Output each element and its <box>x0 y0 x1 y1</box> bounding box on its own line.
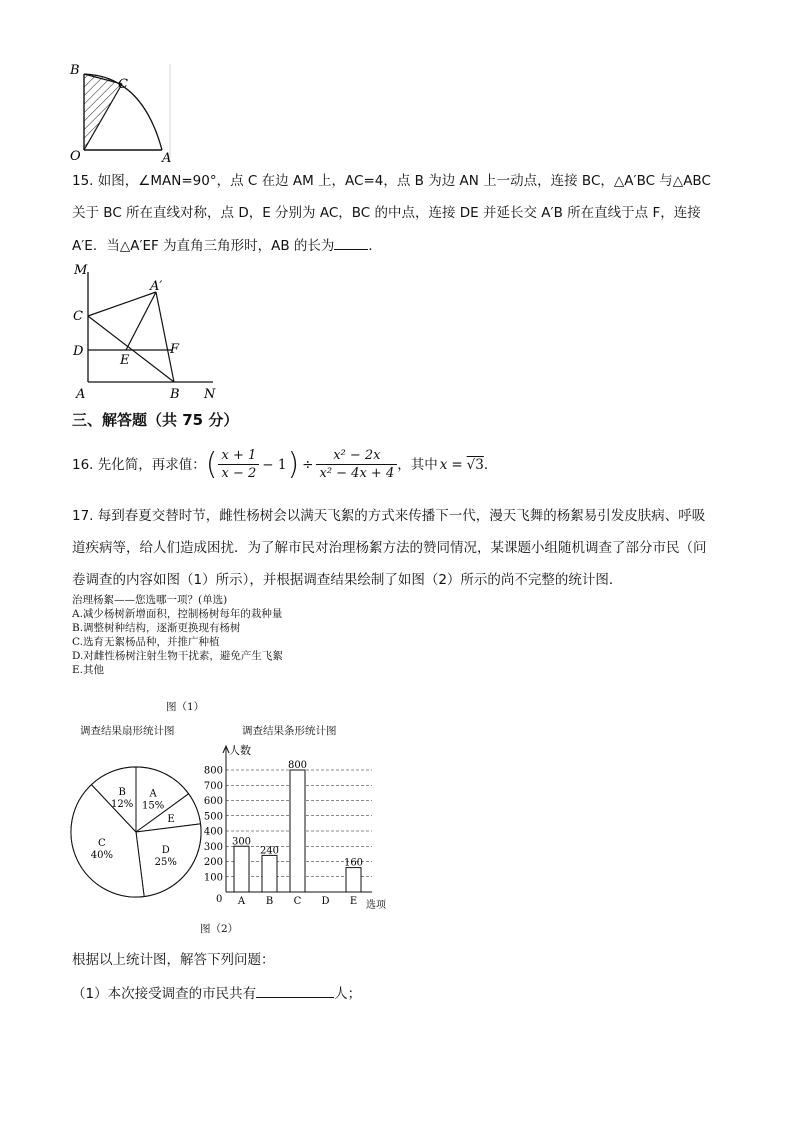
svg-text:N: N <box>204 387 216 402</box>
label-c: C <box>118 77 128 92</box>
x-tick-label-c: C <box>293 896 302 907</box>
q17-line2: 道疾病等，给人们造成困扰．为了解市民对治理杨絮方法的赞同情况，某课题小组随机调查了部分市民（问 <box>72 540 707 556</box>
survey-option: A.减少杨树新增面积，控制杨树每年的栽种量 <box>72 608 283 620</box>
answer-blank-15[interactable] <box>334 235 368 250</box>
bar-value-label-a: 300 <box>231 836 252 848</box>
fig1-caption: 图（1） <box>166 701 205 713</box>
fig2-caption: 图（2） <box>200 923 239 935</box>
pie-title: 调查结果扇形统计图 <box>80 725 175 737</box>
q17-sub1: （1）本次接受调查的市民共有 人； <box>72 983 361 1004</box>
x-axis-label: 选项 <box>366 900 386 911</box>
q15-line3-text: A′E．当△A′EF 为直角三角形时，AB 的长为 <box>72 238 335 254</box>
x-tick-label-d: D <box>321 896 330 907</box>
pie-percent-a: 15% <box>141 800 165 812</box>
svg-text:E: E <box>120 353 130 368</box>
bar-chart <box>196 740 396 912</box>
x-tick-label-b: B <box>265 896 274 907</box>
svg-text:M: M <box>74 263 88 278</box>
label-o: O <box>70 149 81 164</box>
svg-text:F: F <box>170 342 180 357</box>
y-axis-label: 人数 <box>229 744 251 757</box>
svg-text:C: C <box>73 309 83 324</box>
bar-a <box>234 846 249 892</box>
svg-text:D: D <box>73 344 84 359</box>
q15-line2: 关于 BC 所在直线对称，点 D，E 分别为 AC，BC 的中点，连接 DE 并延长交 A′B 所在直线于点 F，连接 <box>72 205 701 221</box>
pie-percent-d: 25% <box>154 857 177 869</box>
y-tick-label: 800 <box>203 765 223 777</box>
svg-text:B: B <box>170 387 180 402</box>
pie-label-e: E <box>167 814 175 826</box>
pie-label-b: B <box>118 786 126 798</box>
y-tick-label: 400 <box>203 826 223 838</box>
survey-option: D.对雌性杨树注射生物干扰素，避免产生飞絮 <box>72 650 283 662</box>
survey-box <box>72 593 283 677</box>
bar-b <box>262 855 277 892</box>
q17-line3: 卷调查的内容如图（1）所示），并根据调查结果绘制了如图（2）所示的尚不完整的统计图． <box>72 572 623 588</box>
answer-blank-17-1[interactable] <box>256 983 334 998</box>
y-tick-label: 300 <box>203 841 223 853</box>
bar-value-label-e: 160 <box>343 857 364 869</box>
y-tick-label: 600 <box>203 796 223 807</box>
origin-label: 0 <box>216 894 223 905</box>
bar-e <box>346 868 361 892</box>
survey-option: B.调整树种结构，逐渐更换现有杨树 <box>72 622 241 634</box>
q17-line1: 17. 每到春夏交替时节，雌性杨树会以满天飞絮的方式来传播下一代，漫天飞舞的杨絮易引发皮肤病、呼吸 <box>72 508 706 524</box>
bar-value-label-b: 240 <box>259 845 280 857</box>
x-tick-label-e: E <box>349 896 358 907</box>
pie-percent-b: 12% <box>111 798 134 810</box>
pie-label-c: C <box>98 838 106 850</box>
y-tick-label: 100 <box>203 872 223 884</box>
q15-line3: A′E．当△A′EF 为直角三角形时，AB 的长为 ． <box>72 235 382 256</box>
survey-option: C.选育无絮杨品种，并推广种植 <box>72 636 220 648</box>
bar-c <box>290 770 305 892</box>
bar-value-label-c: 800 <box>287 760 308 771</box>
label-b: B <box>70 63 80 78</box>
pie-chart <box>66 762 206 902</box>
svg-text:A: A <box>76 387 86 402</box>
q17-after: 根据以上统计图，解答下列问题： <box>72 952 275 968</box>
pie-label-a: A <box>149 788 157 800</box>
figure-quarter-circle <box>62 58 192 168</box>
svg-text:A′: A′ <box>150 279 163 294</box>
section-three-title: 三、解答题（共 75 分） <box>72 411 239 429</box>
q15-line1: 15. 如图，∠MAN=90°，点 C 在边 AM 上，AC=4，点 B 为边 AN 上一动点，连接 BC，△A′BC 与△ABC <box>72 173 711 189</box>
pie-label-d: D <box>161 845 170 857</box>
y-tick-label: 200 <box>203 857 223 868</box>
shaded-region <box>84 74 122 150</box>
pie-percent-c: 40% <box>90 850 114 862</box>
x-tick-label-a: A <box>237 896 246 907</box>
q16: 16. 先化简，再求值： ( $\frac{x + 1}{x - 2}$ − 1 ) ÷ $\frac{\text{x² − 2x}}{\text{x² − 4x + 4}}$ ，其中 x = √3 ． <box>72 446 498 482</box>
label-a: A <box>162 151 172 166</box>
y-tick-label: 700 <box>203 780 223 792</box>
survey-title: 治理杨絮——您选哪一项？(单选) <box>72 594 228 606</box>
survey-option: E.其他 <box>72 664 105 676</box>
bar-title: 调查结果条形统计图 <box>242 725 337 737</box>
y-tick-label: 500 <box>203 811 223 823</box>
figure-q15 <box>68 262 228 402</box>
